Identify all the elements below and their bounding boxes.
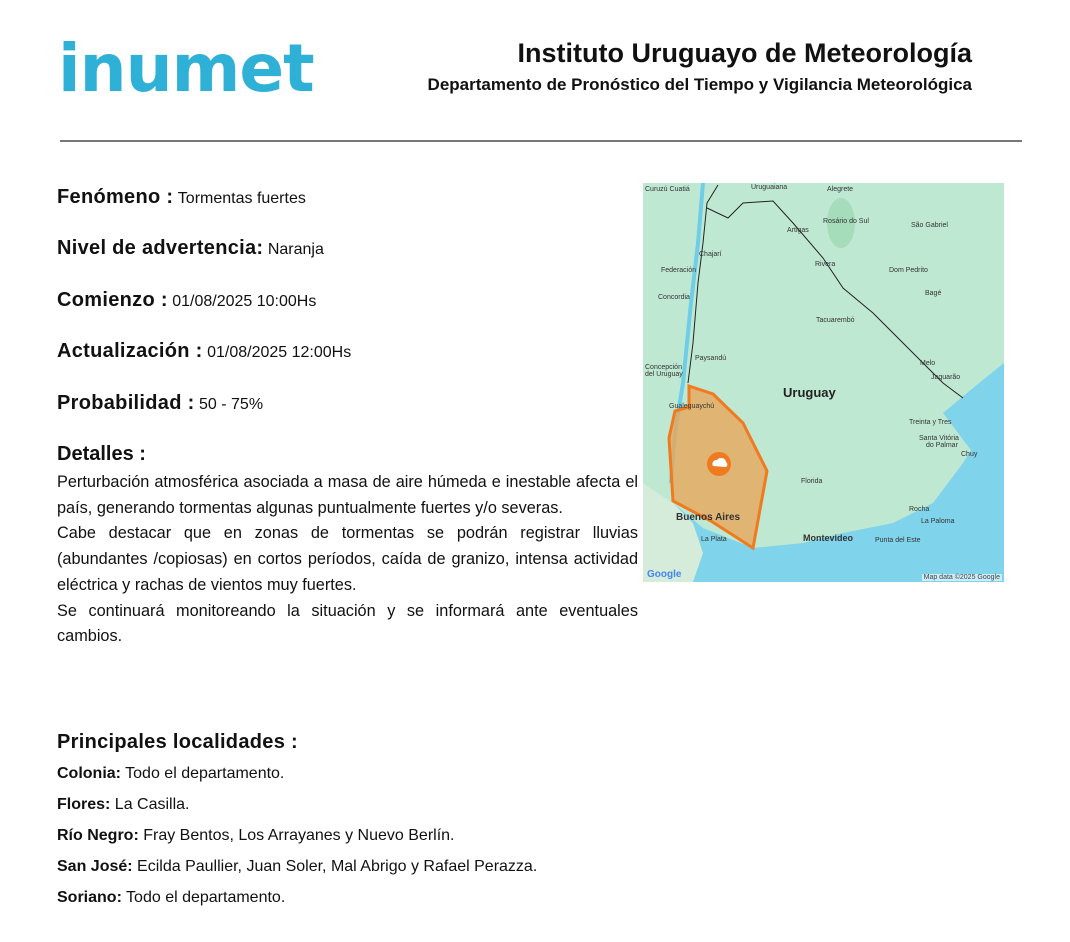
svg-text:Concordia: Concordia — [658, 294, 690, 301]
list-item: Colonia: Todo el departamento. — [57, 765, 285, 782]
list-item: San José: Ecilda Paullier, Juan Soler, Mal Abrigo y Rafael Perazza. — [57, 858, 538, 875]
svg-text:Montevideo: Montevideo — [803, 533, 854, 543]
country-label: Uruguay — [783, 385, 836, 400]
svg-text:Chajarí: Chajarí — [699, 251, 722, 258]
nivel-label: Nivel de advertencia: — [57, 237, 264, 259]
list-item: Flores: La Casilla. — [57, 796, 190, 813]
map-credit: Map data ©2025 Google — [923, 574, 1000, 581]
svg-text:Punta del Este: Punta del Este — [875, 537, 921, 544]
svg-text:Treinta y Tres: Treinta y Tres — [909, 419, 952, 426]
header-divider — [60, 140, 1022, 142]
field-fenomeno — [57, 186, 306, 209]
inumet-logo: inumet — [58, 30, 314, 107]
list-item: Río Negro: Fray Bentos, Los Arrayanes y Nuevo Berlín. — [57, 827, 455, 844]
institute-title: Instituto Uruguayo de Meteorología — [517, 38, 972, 68]
detalles-heading: Detalles : — [57, 443, 146, 465]
svg-text:Bagé: Bagé — [925, 290, 942, 297]
svg-text:Paysandú: Paysandú — [695, 355, 727, 362]
svg-text:do Palmar: do Palmar — [926, 442, 958, 449]
svg-text:Chuy: Chuy — [961, 451, 978, 458]
detalles-body — [57, 470, 638, 650]
svg-text:La Plata: La Plata — [701, 536, 727, 543]
svg-text:Rosário do Sul: Rosário do Sul — [823, 218, 869, 225]
detalles-paragraph: Perturbación atmosférica asociada a masa de aire húmeda e inestable afecta el país, generando tormentas algunas puntualmente fuertes y/o severas. — [57, 473, 638, 517]
svg-text:Florida: Florida — [801, 478, 823, 485]
svg-text:Melo: Melo — [920, 360, 936, 367]
google-logo: Google — [647, 569, 682, 580]
fenomeno-value: Tormentas fuertes — [177, 190, 306, 207]
list-item: Soriano: Todo el departamento. — [57, 889, 286, 906]
nivel-value: Naranja — [267, 241, 324, 258]
svg-text:São Gabriel: São Gabriel — [911, 222, 948, 229]
svg-text:Gualeguaychú: Gualeguaychú — [669, 403, 715, 410]
svg-text:Dom Pedrito: Dom Pedrito — [889, 267, 928, 274]
field-nivel — [57, 237, 324, 260]
svg-text:Rivera: Rivera — [815, 261, 836, 268]
svg-text:Santa Vitória: Santa Vitória — [919, 435, 959, 442]
svg-text:Buenos Aires: Buenos Aires — [676, 512, 741, 523]
localidades-list — [57, 764, 537, 919]
svg-text:Concepción: Concepción — [645, 364, 682, 371]
svg-text:Curuzú Cuatiá: Curuzú Cuatiá — [645, 186, 690, 193]
svg-text:La Paloma: La Paloma — [921, 518, 955, 525]
svg-text:del Uruguay: del Uruguay — [645, 371, 683, 378]
field-actualizacion — [57, 340, 351, 363]
detalles-paragraph: Cabe destacar que en zonas de tormentas se podrán registrar lluvias (abundantes /copiosas) en cortos períodos, caída de granizo, intensa actividad eléctrica y rachas de vientos muy fuertes. — [57, 524, 638, 594]
actualizacion-value: 01/08/2025 12:00Hs — [207, 344, 352, 361]
localidades-heading: Principales localidades : — [57, 731, 298, 753]
comienzo-label: Comienzo : — [57, 289, 168, 311]
actualizacion-label: Actualización : — [57, 340, 203, 362]
svg-text:Uruguaiana: Uruguaiana — [751, 184, 788, 191]
probabilidad-value: 50 - 75% — [199, 396, 264, 413]
comienzo-value: 01/08/2025 10:00Hs — [172, 293, 317, 310]
field-comienzo — [57, 289, 316, 312]
svg-text:Artigas: Artigas — [787, 227, 809, 234]
field-probabilidad — [57, 392, 263, 415]
svg-text:Tacuarembó: Tacuarembó — [816, 317, 855, 324]
svg-text:Rocha: Rocha — [909, 506, 930, 513]
svg-text:Federación: Federación — [661, 267, 697, 274]
detalles-paragraph: Se continuará monitoreando la situación y se informará ante eventuales cambios. — [57, 601, 638, 646]
department-subtitle: Departamento de Pronóstico del Tiempo y Vigilancia Meteorológica — [427, 75, 972, 94]
fenomeno-label: Fenómeno : — [57, 186, 174, 208]
svg-text:Alegrete: Alegrete — [827, 186, 854, 193]
svg-text:Jaguarão: Jaguarão — [931, 374, 961, 381]
probabilidad-label: Probabilidad : — [57, 392, 195, 414]
warning-map — [643, 183, 1004, 582]
